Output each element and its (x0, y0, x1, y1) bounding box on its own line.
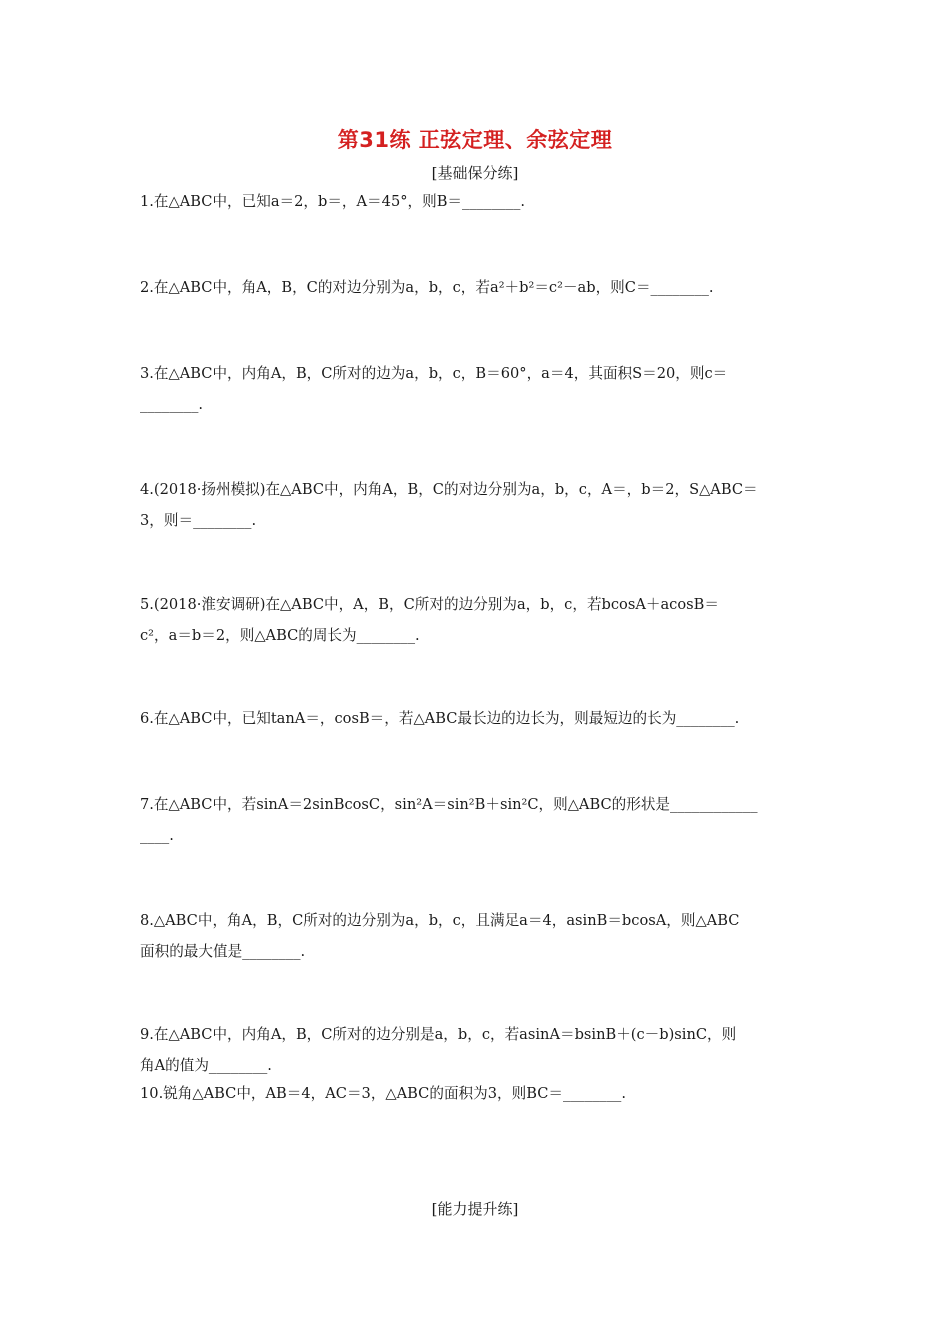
question-line: 6.在△ABC中，已知tanA＝，cosB＝，若△ABC最长边的边长为，则最短边的长为________. (140, 710, 740, 727)
question-line: 9.在△ABC中，内角A，B，C所对的边分别是a，b，c，若asinA＝bsinB＋(c－b)sinC，则 (140, 1026, 737, 1043)
question-line: c²，a＝b＝2，则△ABC的周长为________. (140, 627, 420, 644)
question-line: 8.△ABC中，角A，B，C所对的边分别为a，b，c，且满足a＝4，asinB＝bcosA，则△ABC (140, 912, 740, 929)
question-line: 7.在△ABC中，若sinA＝2sinBcosC，sin²A＝sin²B＋sin²C，则△ABC的形状是____________ (140, 796, 758, 813)
question-10 (140, 1078, 812, 1109)
question-8 (140, 905, 812, 967)
question-5 (140, 589, 812, 651)
question-7 (140, 789, 812, 851)
question-line: 4.(2018·扬州模拟)在△ABC中，内角A，B，C的对边分别为a，b，c，A＝，b＝2，S△ABC＝ (140, 481, 758, 498)
question-3 (140, 358, 812, 420)
question-line: 1.在△ABC中，已知a＝2，b＝，A＝45°，则B＝________. (140, 193, 526, 210)
question-4 (140, 474, 812, 536)
question-6 (140, 703, 812, 734)
page-title: 第31练 正弦定理、余弦定理 (337, 128, 613, 152)
question-line: 3.在△ABC中，内角A，B，C所对的边为a，b，c，B＝60°，a＝4，其面积S＝20，则c＝ (140, 365, 728, 382)
question-9 (140, 1019, 812, 1081)
question-line: 面积的最大值是________. (140, 943, 306, 960)
question-line: ________. (140, 396, 204, 413)
section-heading-basic: [基础保分练] (431, 164, 519, 182)
question-line: 10.锐角△ABC中，AB＝4，AC＝3，△ABC的面积为3，则BC＝________. (140, 1085, 626, 1102)
question-line: 2.在△ABC中，角A，B，C的对边分别为a，b，c，若a²＋b²＝c²－ab，则C＝________. (140, 279, 714, 296)
question-line: 角A的值为________. (140, 1057, 272, 1074)
section-heading-advanced: [能力提升练] (431, 1200, 519, 1218)
question-2 (140, 272, 812, 303)
question-line: 3，则＝________. (140, 512, 257, 529)
question-1 (140, 186, 812, 217)
question-line: ____. (140, 827, 174, 844)
question-line: 5.(2018·淮安调研)在△ABC中，A，B，C所对的边分别为a，b，c，若bcosA＋acosB＝ (140, 596, 719, 613)
